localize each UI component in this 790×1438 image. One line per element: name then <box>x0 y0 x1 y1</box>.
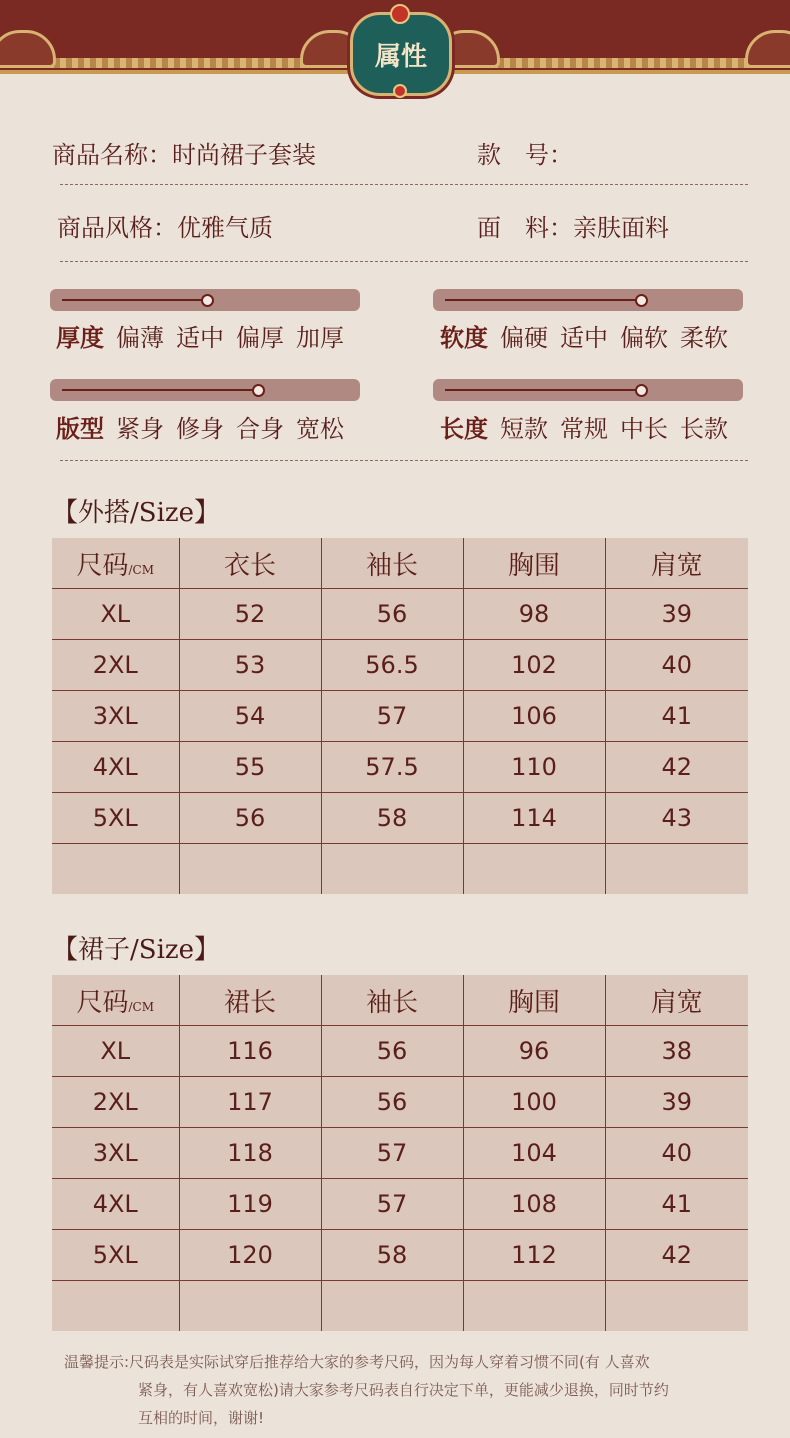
length-slider <box>433 379 743 401</box>
gem-icon <box>390 4 410 24</box>
note-line: 紧身，有人喜欢宽松)请大家参考尺码表自行决定下单，更能减少退换，同时节约 <box>138 1381 669 1399</box>
slider-track <box>62 299 205 301</box>
value-cell: 98 <box>463 589 605 640</box>
slider-knob <box>201 294 214 307</box>
size-cell <box>52 844 179 895</box>
value-cell: 116 <box>179 1026 321 1077</box>
value-cell: 96 <box>463 1026 605 1077</box>
option-label: 适中 <box>176 324 224 352</box>
size-cell: 3XL <box>52 691 179 742</box>
note-line: 互相的时间，谢谢! <box>138 1409 265 1427</box>
value-cell: 41 <box>605 691 748 742</box>
value-cell: 54 <box>179 691 321 742</box>
slider-track <box>445 389 639 391</box>
option-label: 柔软 <box>680 324 728 352</box>
outerwear-size-table <box>52 538 748 894</box>
value-cell <box>463 1281 605 1332</box>
slider-knob <box>635 384 648 397</box>
value-cell: 110 <box>463 742 605 793</box>
value-cell <box>605 1281 748 1332</box>
slider-knob <box>252 384 265 397</box>
value-cell: 100 <box>463 1077 605 1128</box>
length-title: 长度 <box>440 415 488 443</box>
size-cell: 4XL <box>52 1179 179 1230</box>
product-style: 商品风格：优雅气质 <box>57 214 273 242</box>
table-row <box>52 1026 748 1077</box>
value-cell <box>321 844 463 895</box>
table-header-row <box>52 975 748 1026</box>
note-line: 温馨提示:尺码表是实际试穿后推荐给大家的参考尺码，因为每人穿着习惯不同(有 人喜欢 <box>64 1353 650 1371</box>
value-cell <box>179 844 321 895</box>
size-head-text: 尺码 <box>76 987 129 1018</box>
column-header: 衣长 <box>179 538 321 589</box>
value-cell: 58 <box>321 793 463 844</box>
value-cell: 106 <box>463 691 605 742</box>
table-row <box>52 640 748 691</box>
value-cell: 42 <box>605 742 748 793</box>
column-header: 胸围 <box>463 538 605 589</box>
value-cell: 56.5 <box>321 640 463 691</box>
size-cell <box>52 1281 179 1332</box>
column-header: 袖长 <box>321 538 463 589</box>
table-row <box>52 589 748 640</box>
size-cell: 4XL <box>52 742 179 793</box>
value-cell: 39 <box>605 1077 748 1128</box>
table-row <box>52 1281 748 1332</box>
option-label: 宽松 <box>296 415 344 443</box>
thickness-slider <box>50 289 360 311</box>
size-column-header <box>52 538 179 589</box>
divider <box>60 460 748 461</box>
option-label: 合身 <box>236 415 284 443</box>
value-cell <box>321 1281 463 1332</box>
value-cell: 57 <box>321 691 463 742</box>
column-header: 胸围 <box>463 975 605 1026</box>
column-header: 袖长 <box>321 975 463 1026</box>
value-cell: 39 <box>605 589 748 640</box>
table-row <box>52 742 748 793</box>
fit-title: 版型 <box>56 415 104 443</box>
value-cell: 56 <box>321 589 463 640</box>
value-cell: 108 <box>463 1179 605 1230</box>
size-column-header <box>52 975 179 1026</box>
value-cell: 57 <box>321 1128 463 1179</box>
table-row <box>52 1230 748 1281</box>
table-header-row <box>52 538 748 589</box>
fit-labels <box>56 409 344 444</box>
value-cell: 40 <box>605 1128 748 1179</box>
table-row <box>52 1077 748 1128</box>
size-cell: XL <box>52 589 179 640</box>
value-cell: 58 <box>321 1230 463 1281</box>
option-label: 常规 <box>560 415 608 443</box>
skirt-size-table <box>52 975 748 1331</box>
value-cell: 38 <box>605 1026 748 1077</box>
softness-labels <box>440 318 728 353</box>
value-cell: 53 <box>179 640 321 691</box>
option-label: 中长 <box>620 415 668 443</box>
table-row <box>52 1179 748 1230</box>
product-name: 商品名称：时尚裙子套装 <box>52 141 316 169</box>
value-cell: 117 <box>179 1077 321 1128</box>
divider <box>60 184 748 185</box>
option-label: 偏软 <box>620 324 668 352</box>
value-cell: 56 <box>321 1077 463 1128</box>
size-cell: 3XL <box>52 1128 179 1179</box>
outerwear-size-title: 【外搭/Size】 <box>52 498 220 528</box>
table-row <box>52 844 748 895</box>
thickness-labels <box>56 318 344 353</box>
option-label: 适中 <box>560 324 608 352</box>
value-cell: 56 <box>179 793 321 844</box>
size-tip-note <box>64 1348 744 1432</box>
table-row <box>52 793 748 844</box>
size-cell: 2XL <box>52 640 179 691</box>
value-cell: 52 <box>179 589 321 640</box>
option-label: 加厚 <box>296 324 344 352</box>
softness-slider <box>433 289 743 311</box>
value-cell: 119 <box>179 1179 321 1230</box>
option-label: 修身 <box>176 415 224 443</box>
value-cell: 55 <box>179 742 321 793</box>
value-cell: 57 <box>321 1179 463 1230</box>
value-cell <box>179 1281 321 1332</box>
slider-track <box>62 389 256 391</box>
value-cell <box>463 844 605 895</box>
size-head-text: 尺码 <box>76 550 129 581</box>
value-cell <box>605 844 748 895</box>
column-header: 肩宽 <box>605 538 748 589</box>
thickness-title: 厚度 <box>56 324 104 352</box>
softness-title: 软度 <box>440 324 488 352</box>
option-label: 长款 <box>680 415 728 443</box>
length-labels <box>440 409 728 444</box>
value-cell: 102 <box>463 640 605 691</box>
skirt-size-title: 【裙子/Size】 <box>52 935 220 965</box>
value-cell: 104 <box>463 1128 605 1179</box>
column-header: 肩宽 <box>605 975 748 1026</box>
attributes-badge: 属性 <box>350 12 452 96</box>
divider <box>60 261 748 262</box>
value-cell: 57.5 <box>321 742 463 793</box>
gem-icon <box>393 84 407 98</box>
slider-track <box>445 299 639 301</box>
option-label: 偏硬 <box>500 324 548 352</box>
size-cell: 5XL <box>52 793 179 844</box>
value-cell: 112 <box>463 1230 605 1281</box>
unit-text: /CM <box>128 999 155 1014</box>
size-cell: 2XL <box>52 1077 179 1128</box>
value-cell: 41 <box>605 1179 748 1230</box>
slider-knob <box>635 294 648 307</box>
value-cell: 42 <box>605 1230 748 1281</box>
value-cell: 114 <box>463 793 605 844</box>
option-label: 偏厚 <box>236 324 284 352</box>
fit-slider <box>50 379 360 401</box>
value-cell: 120 <box>179 1230 321 1281</box>
size-cell: XL <box>52 1026 179 1077</box>
table-row <box>52 1128 748 1179</box>
value-cell: 118 <box>179 1128 321 1179</box>
style-number: 款 号： <box>477 141 573 169</box>
size-cell: 5XL <box>52 1230 179 1281</box>
value-cell: 43 <box>605 793 748 844</box>
value-cell: 40 <box>605 640 748 691</box>
fabric: 面 料：亲肤面料 <box>477 214 669 242</box>
unit-text: /CM <box>128 562 155 577</box>
table-row <box>52 691 748 742</box>
column-header: 裙长 <box>179 975 321 1026</box>
option-label: 紧身 <box>116 415 164 443</box>
option-label: 短款 <box>500 415 548 443</box>
value-cell: 56 <box>321 1026 463 1077</box>
option-label: 偏薄 <box>116 324 164 352</box>
